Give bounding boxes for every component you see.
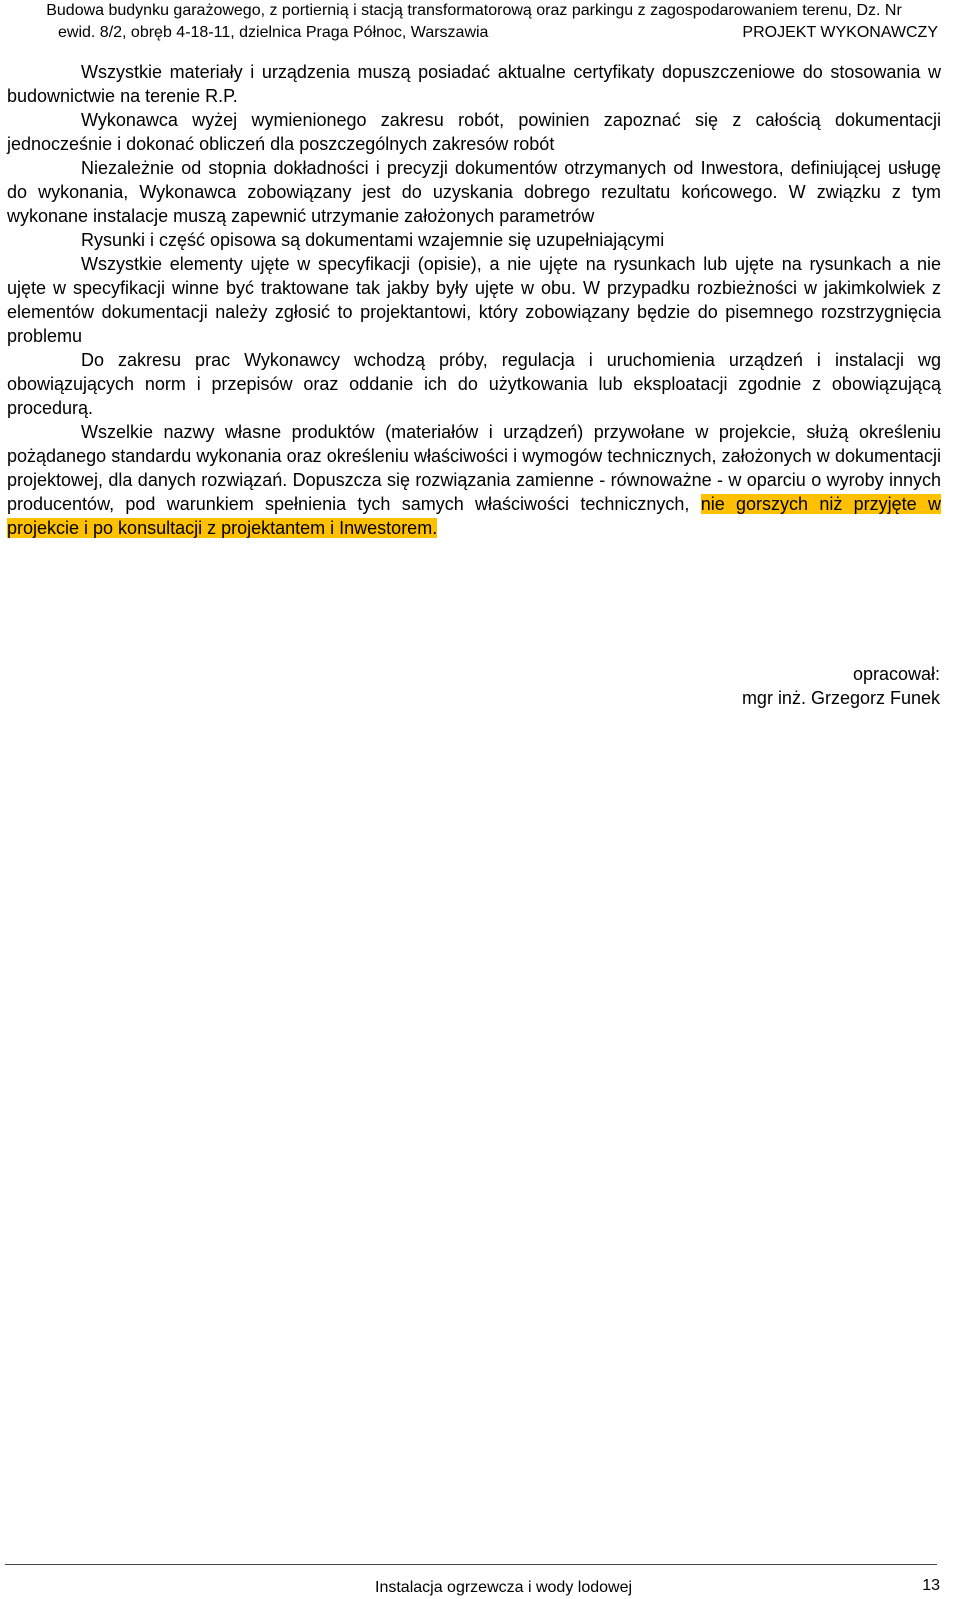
paragraph-specification-discrepancies: Wszystkie elementy ujęte w specyfikacji (opisie), a nie ujęte na rysunkach lub ujęte na rysunkach a nie ujęte w specyfikacji winne być traktowane tak jakby były ujęte w obu. W przypadku rozbieżności w jakimkolwiek z elementów dokumentacji należy zgłosić to projektantowi, który zobowiązany będzie do pisemnego rozstrzygnięcia problemu [7,254,941,346]
footer-title: Instalacja ogrzewcza i wody lodowej [375,1579,633,1596]
paragraph-certificates: Wszystkie materiały i urządzenia muszą posiadać aktualne certyfikaty dopuszczeniowe do stosowania w budownictwie na terenie R.P. [7,62,941,106]
paragraph-scope-of-work: Do zakresu prac Wykonawcy wchodzą próby, regulacja i uruchomienia urządzeń i instalacji wg obowiązujących norm i przepisów oraz oddanie ich do użytkowania lub eksploatacji zgodnie z obowiązującą procedurą. [7,350,941,418]
header-line-2 [8,22,940,44]
highlighted-text: nie gorszych niż przyjęte w projekcie i po konsultacji z projektantem i Inwestorem. [7,494,941,538]
signature-label: opracował: [852,664,940,684]
header-project-title: Budowa budynku garażowego, z portiernią i stacją transformatorową oraz parkingu z zagospodarowaniem terenu, Dz. Nr [46,2,902,19]
paragraph-final-result: Niezależnie od stopnia dokładności i precyzji dokumentów otrzymanych od Inwestora, definiującej usługę do wykonania, Wykonawca zobowiązany jest do uzyskania dobrego rezultatu końcowego. W związku z tym wykonane instalacje muszą zapewnić utrzymanie założonych parametrów [7,158,941,226]
header-location: ewid. 8/2, obręb 4-18-11, dzielnica Praga Północ, Warszawia [58,24,489,41]
header-project-stage: PROJEKT WYKONAWCZY [742,24,938,41]
signature-name: mgr inż. Grzegorz Funek [741,688,940,708]
page-number: 13 [922,1577,940,1594]
signature-block [742,662,940,710]
paragraph-product-names [7,420,941,540]
page-header [8,0,940,48]
footer-divider [5,1564,937,1565]
paragraph-contractor-documentation: Wykonawca wyżej wymienionego zakresu robót, powinien zapoznać się z całością dokumentacji jednocześnie i dokonać obliczeń dla poszczególnych zakresów robót [7,110,941,154]
paragraph-product-names-text: Wszelkie nazwy własne produktów (materiałów i urządzeń) przywołane w projekcie, służą określeniu pożądanego standardu wykonania oraz określeniu właściwości i wymogów technicznych, założonych w dokumentacji projektowej, dla danych rozwiązań. Dopuszcza się rozwiązania zamienne - równoważne - w oparciu o wyroby innych producentów, pod warunkiem spełnienia tych samych właściwości technicznych, [7,422,941,514]
document-body [7,60,941,540]
paragraph-drawings-description: Rysunki i część opisowa są dokumentami wzajemnie się uzupełniającymi [81,230,665,250]
